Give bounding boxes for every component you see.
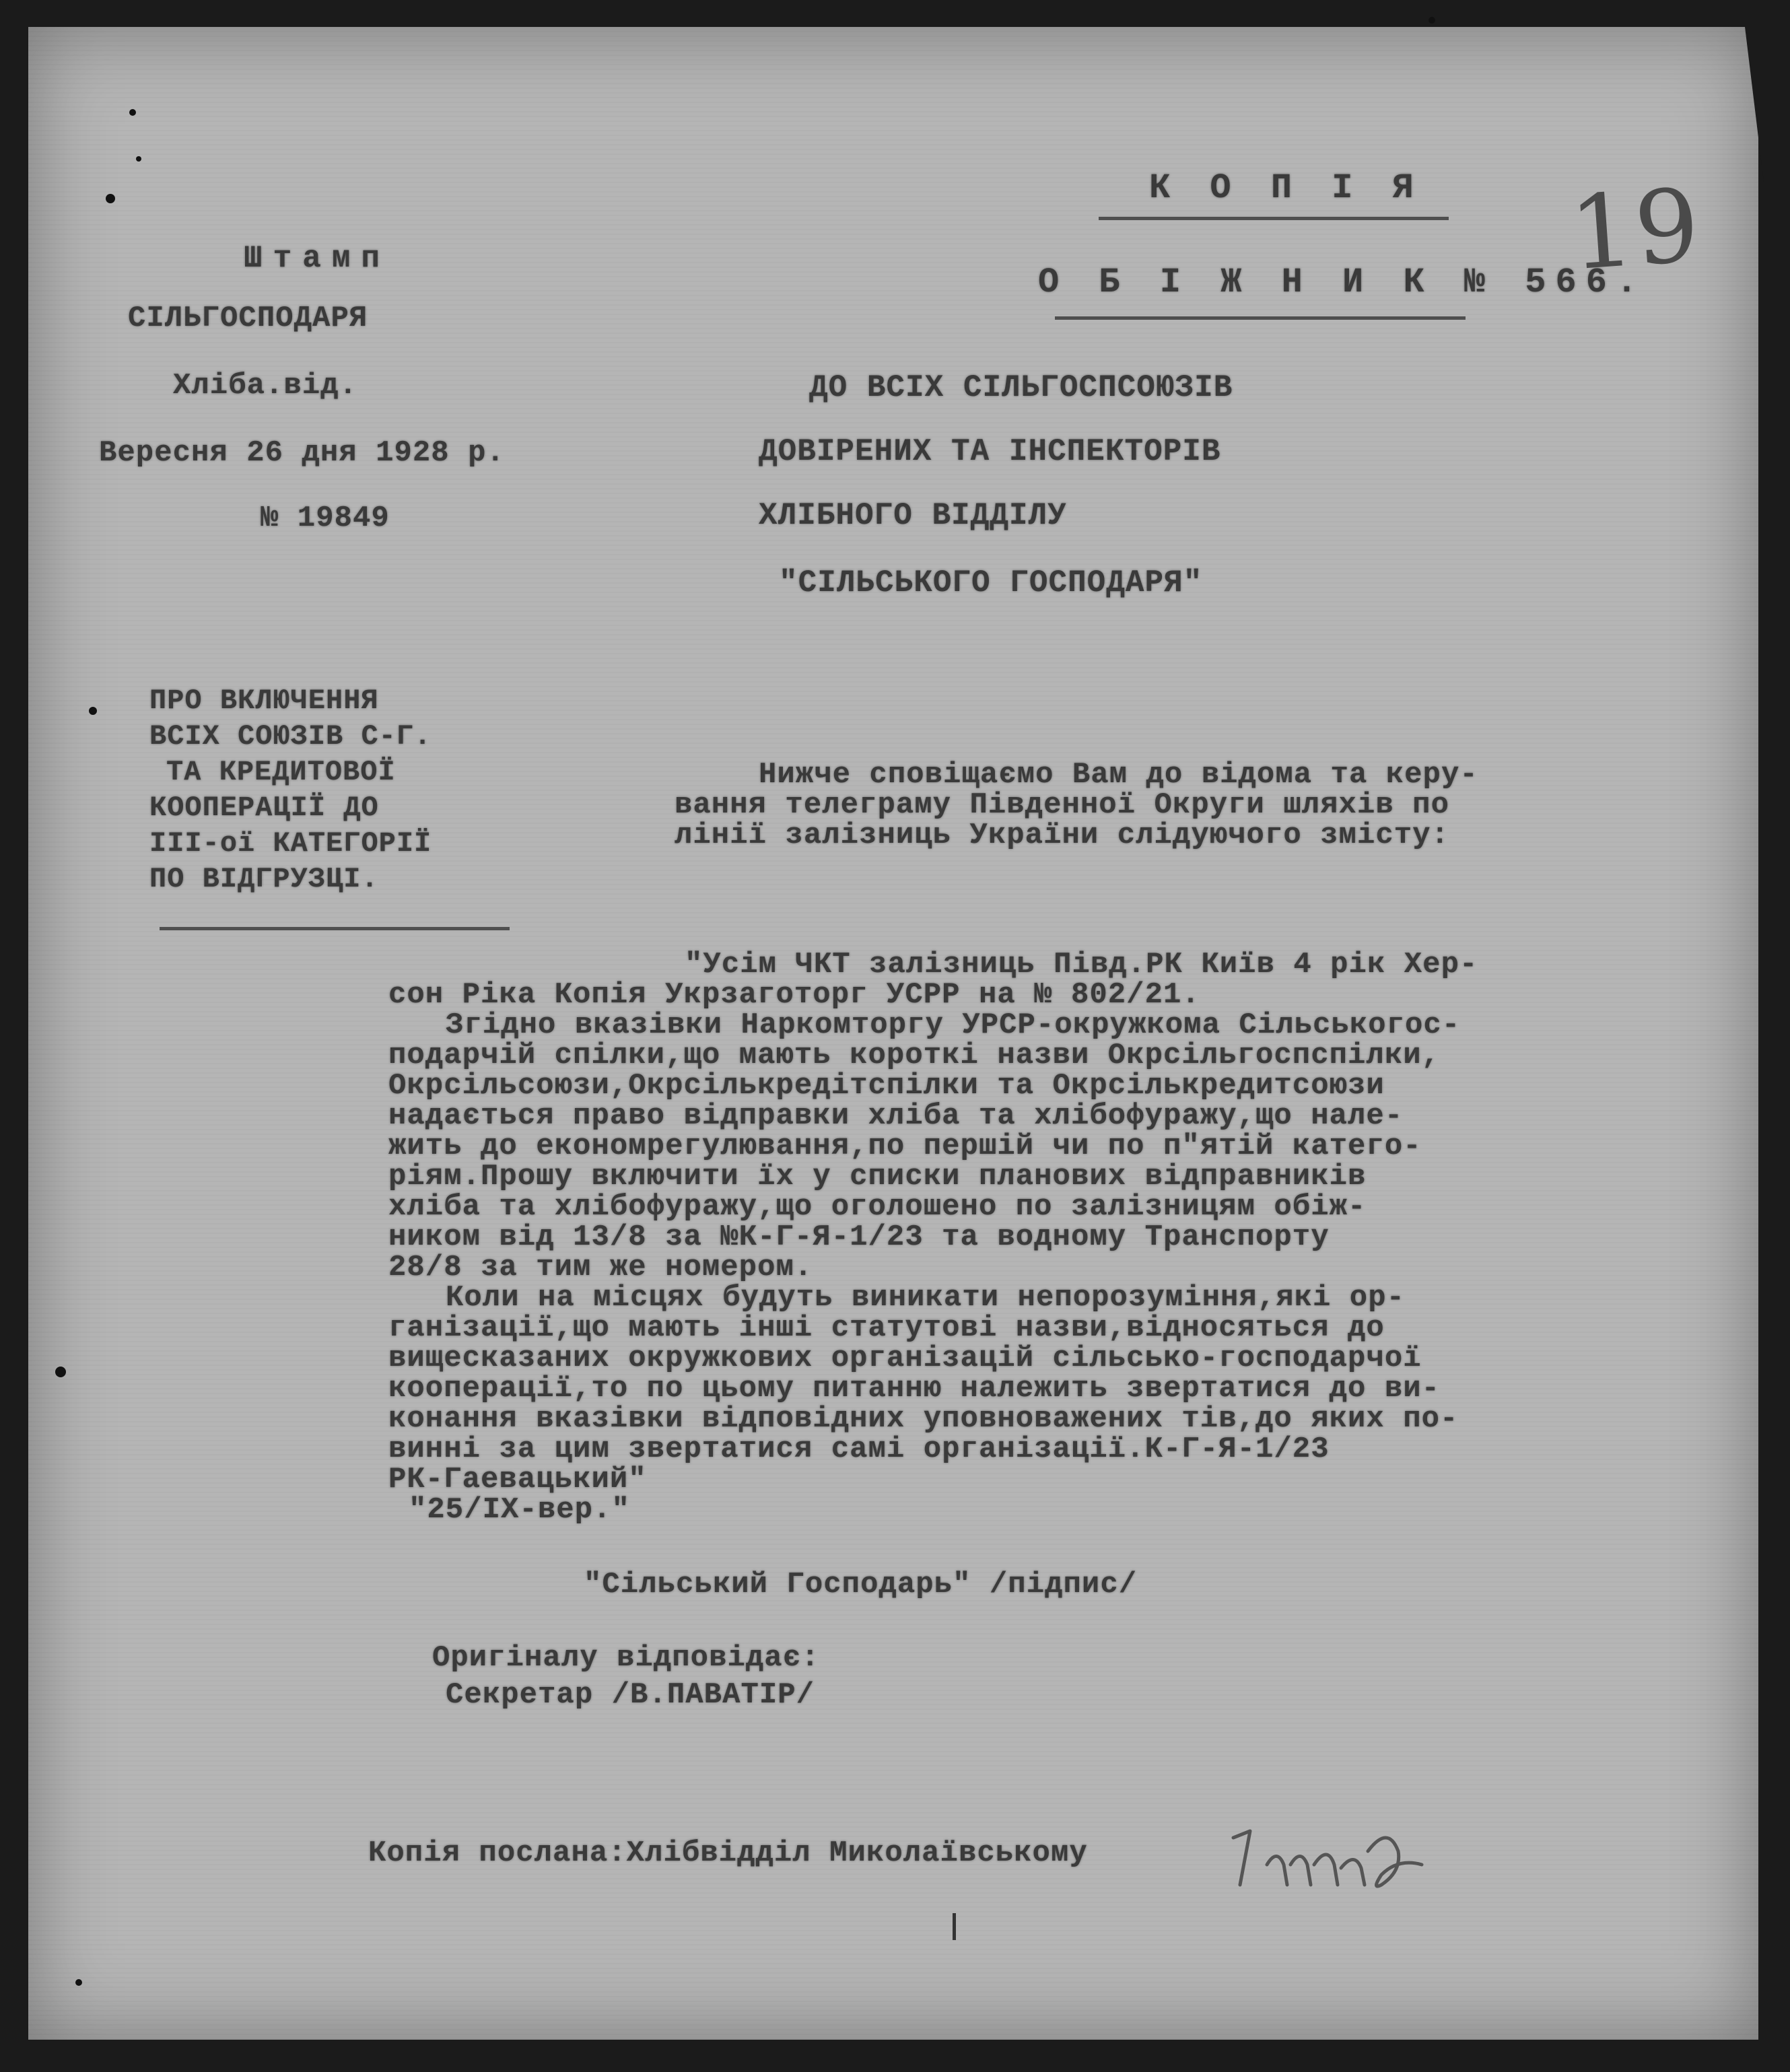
intro-line-2: вання телеграму Південної Округи шляхів по <box>675 788 1449 822</box>
signed-by: "Сільський Господарь" /підпис/ <box>584 1568 1138 1601</box>
document-page <box>28 27 1758 2040</box>
stamp-org-name: СІЛЬГОСПОДАРЯ <box>128 302 368 335</box>
addressee-line-1: ДО ВСІХ СІЛЬГОСПСОЮЗІВ <box>809 370 1233 405</box>
bottom-mark <box>953 1913 956 1940</box>
addressee-line-3: ХЛІБНОГО ВІДДІЛУ <box>759 498 1067 533</box>
ink-speck <box>75 1979 82 1986</box>
circular-title-rule <box>1055 316 1466 320</box>
copy-recipient: Копія послана:Хлібвідділ Миколаївському <box>368 1836 1088 1870</box>
stamp-number: № 19849 <box>261 502 390 535</box>
ink-speck <box>136 156 141 162</box>
body-line-10: ником від 13/8 за №К-Г-Я-1/23 та водному Транспорту <box>388 1220 1330 1254</box>
intro-line-1: Нижче сповіщаємо Вам до відома та керу- <box>759 758 1478 792</box>
addressee-line-4: "СІЛЬСЬКОГО ГОСПОДАРЯ" <box>779 565 1203 600</box>
stamp-department: Хліба.від. <box>173 369 358 403</box>
subject-line-1: ПРО ВКЛЮЧЕННЯ <box>149 685 379 717</box>
body-line-19: "25/IX-вер." <box>409 1493 630 1527</box>
ink-speck <box>129 109 136 116</box>
body-line-2: сон Ріка Копія Укрзаготорг УСРР на № 802/21. <box>388 978 1200 1012</box>
ink-speck <box>106 194 115 203</box>
body-line-17: винні за цим звертатися самі організації.К-Г-Я-1/23 <box>388 1432 1330 1466</box>
verified-statement: Оригіналу відповідає: <box>432 1641 820 1675</box>
ink-speck <box>1428 17 1435 24</box>
body-line-9: хліба та хлібофуражу,що оголошено по залізницям обіж- <box>388 1190 1367 1224</box>
body-line-3: Згідно вказівки Наркомторгу УРСР-окружкома Сільськогос- <box>446 1008 1461 1042</box>
body-line-11: 28/8 за тим же номером. <box>388 1251 813 1284</box>
body-line-7: жить до економрегулювання,по першій чи по п"ятій катего- <box>388 1130 1422 1163</box>
intro-line-3: лінії залізниць України слідуючого змісту: <box>675 819 1449 852</box>
circular-title: О Б І Ж Н И К № 566. <box>1038 263 1647 302</box>
archive-page-number: 19 <box>1566 167 1704 293</box>
stamp-date: Вересня 26 дня 1928 р. <box>99 436 505 470</box>
subject-rule <box>160 927 510 930</box>
secretary-signature: Секретар /В.ПАВАТІР/ <box>446 1678 815 1712</box>
body-line-1: "Усім ЧКТ залізниць Півд.РК Київ 4 рік Хер- <box>685 948 1478 981</box>
body-line-14: вищесказаних окружкових організацій сільсько-господарчої <box>388 1342 1422 1375</box>
ink-speck <box>55 1367 66 1377</box>
body-line-5: Окрсільсоюзи,Окрсількредітспілки та Окрсількредитсоюзи <box>388 1069 1385 1103</box>
body-line-16: конання вказівки відповідних уповноважених тів,до яких по- <box>388 1402 1459 1436</box>
stamp-header: Штамп <box>244 241 391 276</box>
subject-line-3: ТА КРЕДИТОВОЇ <box>166 756 396 788</box>
body-line-6: надається право відправки хліба та хлібофуражу,що нале- <box>388 1099 1404 1133</box>
ink-speck <box>89 707 97 715</box>
subject-line-4: КООПЕРАЦІЇ ДО <box>149 792 379 824</box>
copy-heading-rule <box>1099 217 1449 220</box>
subject-line-2: ВСІХ СОЮЗІВ С-Г. <box>149 720 432 753</box>
body-line-4: подарчій спілки,що мають короткі назви Окрсільгоспспілки, <box>388 1039 1441 1072</box>
body-line-8: ріям.Прошу включити їх у списки планових відправників <box>388 1160 1367 1194</box>
addressee-line-2: ДОВІРЕНИХ ТА ІНСПЕКТОРІВ <box>759 434 1221 469</box>
body-line-18: РК-Гаевацький" <box>388 1463 647 1496</box>
subject-line-6: ПО ВІДГРУЗЦІ. <box>149 863 379 895</box>
subject-line-5: III-ої КАТЕГОРІЇ <box>149 827 432 860</box>
body-line-13: ганізації,що мають інші статутові назви,відносяться до <box>388 1311 1385 1345</box>
body-line-12: Коли на місцях будуть виникати непорозуміння,які ор- <box>446 1281 1406 1315</box>
body-line-15: кооперації,то по цьому питанню належить звертатися до ви- <box>388 1372 1441 1406</box>
handwritten-initials <box>1220 1811 1435 1898</box>
copy-heading: К О П І Я <box>1149 168 1423 208</box>
